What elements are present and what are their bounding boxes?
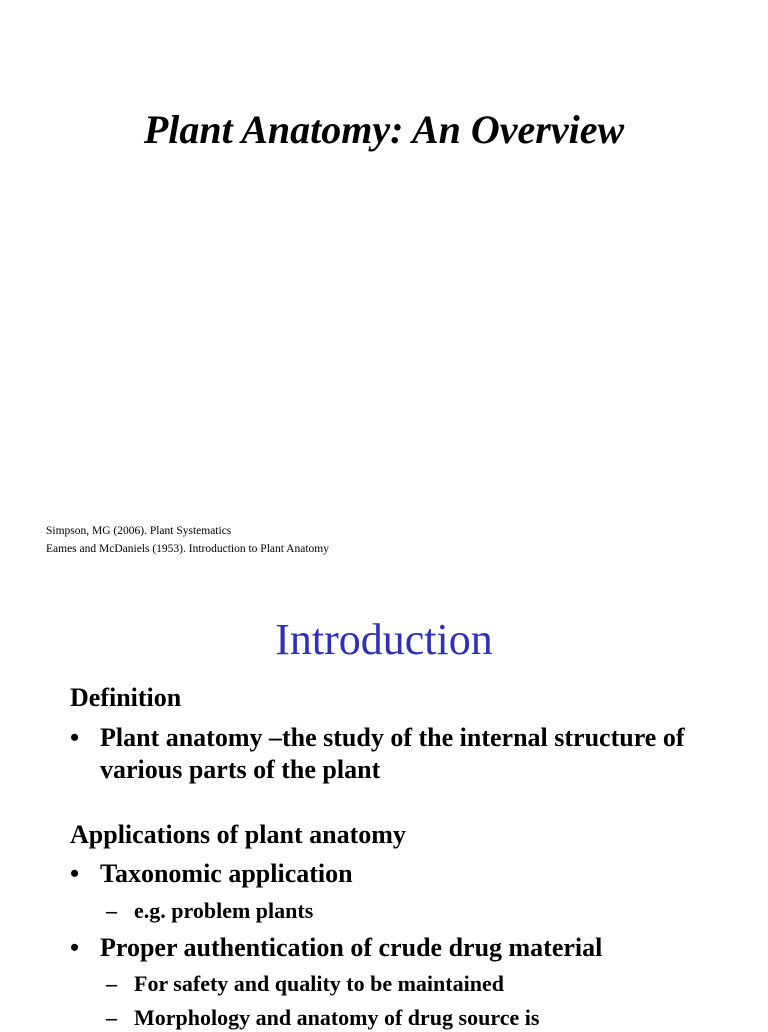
- bullet-mark: •: [70, 859, 80, 888]
- sub-text: For safety and quality to be maintained: [134, 971, 504, 996]
- sub-text: Morphology and anatomy of drug source is: [134, 1005, 540, 1030]
- reference-item: Simpson, MG (2006). Plant Systematics: [46, 525, 232, 537]
- sub-text: e.g. problem plants: [134, 898, 314, 923]
- applications-heading: Applications of plant anatomy: [70, 820, 406, 849]
- dash-mark: –: [106, 1005, 117, 1030]
- reference-item: Eames and McDaniels (1953). Introduction to Plant Anatomy: [46, 543, 329, 555]
- dash-mark: –: [106, 971, 117, 996]
- bullet-mark: •: [70, 933, 80, 962]
- definition-heading: Definition: [70, 683, 182, 712]
- bullet-text: Proper authentication of crude drug material: [100, 933, 603, 962]
- bullet-mark: •: [70, 723, 80, 752]
- dash-mark: –: [106, 898, 117, 923]
- slide-title: Plant Anatomy: An Overview: [143, 107, 625, 152]
- bullet-text: Plant anatomy –the study of the internal structure of various parts of the plant: [100, 723, 685, 784]
- references: [46, 522, 329, 558]
- bullet-text: Taxonomic application: [100, 859, 353, 888]
- section-title: Introduction: [275, 615, 493, 664]
